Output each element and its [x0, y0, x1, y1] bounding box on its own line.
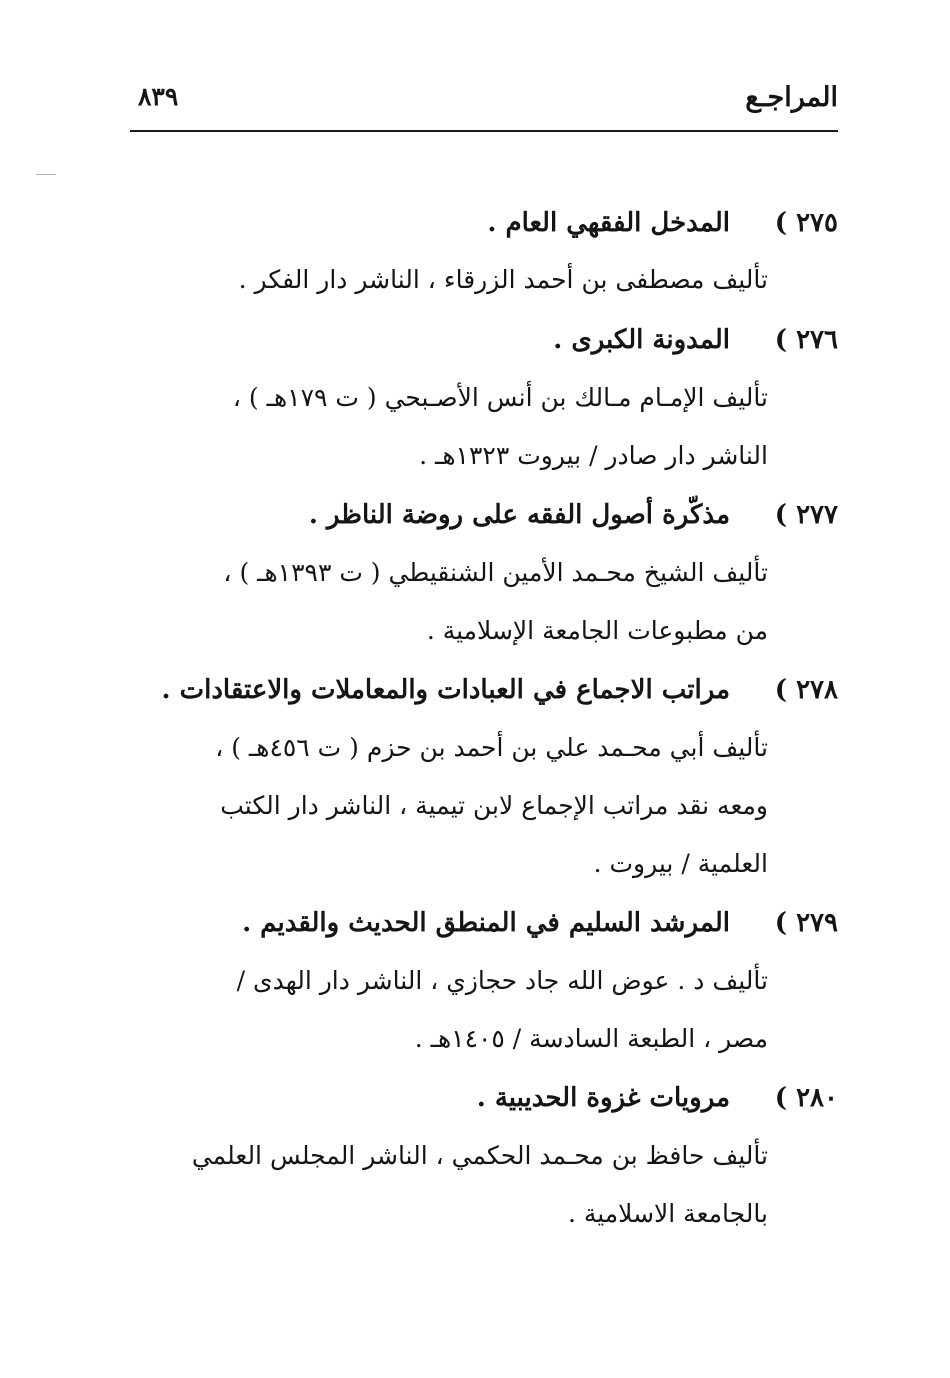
reference-title: مذكّرة أصول الفقه على روضة الناظر . [308, 500, 730, 530]
reference-entry-278 [162, 672, 838, 708]
reference-number: ٢٧٩ ) [774, 908, 838, 938]
reference-title: المدخل الفقهي العام . [487, 208, 730, 238]
reference-title: مراتب الاجماع في العبادات والمعاملات والاعتقادات . [161, 675, 730, 705]
reference-detail-line: تأليف أبي محـمد علي بن أحمد بن حزم ( ت ٤٥٦هـ ) ، [215, 733, 768, 762]
reference-detail-line: تأليف حافظ بن محـمد الحكمي ، الناشر المجلس العلمي [191, 1141, 768, 1170]
page-number: ٨٣٩ [138, 82, 179, 111]
reference-number: ٢٧٥ ) [774, 208, 838, 238]
reference-detail-line: تأليف مصطفى بن أحمد الزرقاء ، الناشر دار الفكر . [238, 265, 768, 294]
reference-number: ٢٧٦ ) [774, 325, 838, 355]
reference-detail-line: من مطبوعات الجامعة الإسلامية . [426, 616, 768, 645]
scan-mark [36, 174, 56, 175]
page-header [130, 72, 838, 132]
reference-entry-275 [487, 205, 838, 241]
reference-entry-277 [309, 497, 838, 533]
reference-entry-276 [553, 322, 838, 358]
running-title: المراجـع [745, 82, 838, 113]
reference-number: ٢٧٨ ) [774, 675, 838, 705]
reference-title: المدونة الكبرى . [553, 325, 730, 355]
reference-detail-line: العلمية / بيروت . [593, 849, 768, 878]
reference-entry-279 [242, 905, 838, 941]
reference-detail-line: تأليف د . عوض الله جاد حجازي ، الناشر دار الهدى / [236, 966, 768, 995]
reference-title: المرشد السليم في المنطق الحديث والقديم . [242, 908, 730, 938]
reference-detail-line: تأليف الشيخ محـمد الأمين الشنقيطي ( ت ١٣٩٣هـ ) ، [223, 558, 768, 587]
reference-title: مرويات غزوة الحديبية . [476, 1083, 730, 1113]
reference-detail-line: تأليف الإمـام مـالك بن أنس الأصـبحي ( ت ١٧٩هـ ) ، [232, 383, 768, 412]
reference-detail-line: ومعه نقد مراتب الإجماع لابن تيمية ، الناشر دار الكتب [220, 791, 768, 820]
reference-detail-line: مصر ، الطبعة السادسة / ١٤٠٥هـ . [414, 1024, 768, 1053]
reference-number: ٢٨٠ ) [774, 1083, 838, 1113]
reference-entry-280 [477, 1080, 838, 1116]
reference-detail-line: بالجامعة الاسلامية . [567, 1199, 768, 1228]
reference-number: ٢٧٧ ) [774, 500, 838, 530]
reference-detail-line: الناشر دار صادر / بيروت ١٣٢٣هـ . [419, 441, 768, 470]
